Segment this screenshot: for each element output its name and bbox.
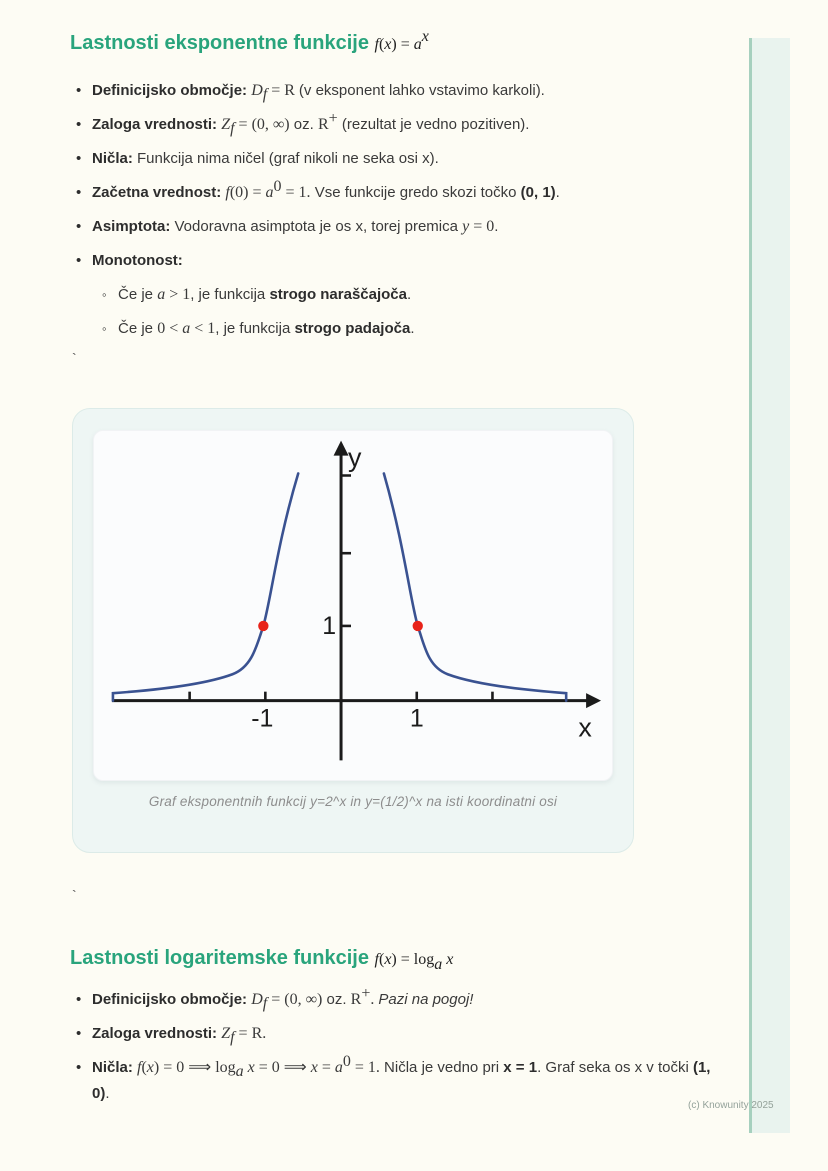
x-tick-label-1: 1 [409, 704, 424, 733]
stray-backtick-1: ` [72, 350, 77, 366]
curve-left-branch [113, 474, 298, 701]
list-item: • Definicijsko območje: $D_f = R$ (v eksponent lahko vstavimo karkoli). [70, 78, 730, 104]
section-title-text: Lastnosti logaritemske funkcije [70, 947, 375, 969]
exponential-properties-list [70, 78, 730, 342]
list-item: • Monotonost: [70, 248, 730, 274]
y-axis-label: y [348, 442, 362, 473]
list-item: • Začetna vrednost: $f(0) = a^0 = 1$. Vse funkcije gredo skozi točko (0, 1). [70, 180, 730, 206]
document-content [70, 30, 730, 1115]
logarithmic-properties-list [70, 987, 730, 1107]
section-title-math: $f(x) = \log_a x$ [374, 951, 454, 974]
section-title-math: $f(x) = a^x$ [374, 28, 429, 53]
graph-figure-card [72, 408, 634, 853]
axes [112, 454, 588, 761]
watermark: (c) Knowunity 2025 [688, 1100, 774, 1111]
curves [113, 474, 566, 701]
list-item: • Zaloga vrednosti: $Z_f = (0$, ∞) oz. R+ (rezultat je vedno pozitiven). [70, 112, 730, 138]
list-item: • Ničla: Funkcija nima ničel (graf nikoli ne seka osi x). [70, 146, 730, 172]
graph-labels [251, 443, 592, 743]
x-axis-label: x [578, 712, 592, 743]
list-item: ◦ Če je a > 1, je funkcija strogo naraščajoča. [96, 282, 730, 308]
graph-image [93, 430, 613, 781]
list-item: • Asimptota: Vodoravna asimptota je os x, torej premica y = 0. [70, 214, 730, 240]
x-tick-label-minus1: -1 [251, 704, 274, 733]
section-title-logarithmic [70, 945, 730, 973]
section-title-exponential [70, 30, 730, 58]
y-tick-label-1: 1 [322, 611, 337, 640]
axis-arrows [334, 441, 601, 708]
list-item: • Definicijsko območje: $D_f = (0$, ∞) oz. R+. Pazi na pogoj! [70, 987, 730, 1013]
list-item: ◦ Če je 0 < a < 1, je funkcija strogo padajoča. [96, 316, 730, 342]
stray-backtick-2: ` [72, 887, 77, 903]
section-title-text: Lastnosti eksponentne funkcije [70, 32, 375, 54]
figure-caption: Graf eksponentnih funkcij y=2^x in y=(1/2)^x na isti koordinatni osi [148, 794, 558, 809]
list-item: • Ničla: f(x) = 0 ⟹ $\log_a x = 0$ ⟹ $x = a^0 = 1$. Ničla je vedno pri x = 1. Graf seka os x v točki (1, 0). [70, 1055, 730, 1107]
exponential-graph-svg [94, 431, 612, 780]
right-accent-bar [749, 38, 790, 1133]
list-item: • Zaloga vrednosti: $Z_f = R$. [70, 1021, 730, 1047]
point-1-1 [413, 621, 423, 631]
curve-right-branch [384, 474, 566, 701]
point-minus1-1 [258, 621, 268, 631]
